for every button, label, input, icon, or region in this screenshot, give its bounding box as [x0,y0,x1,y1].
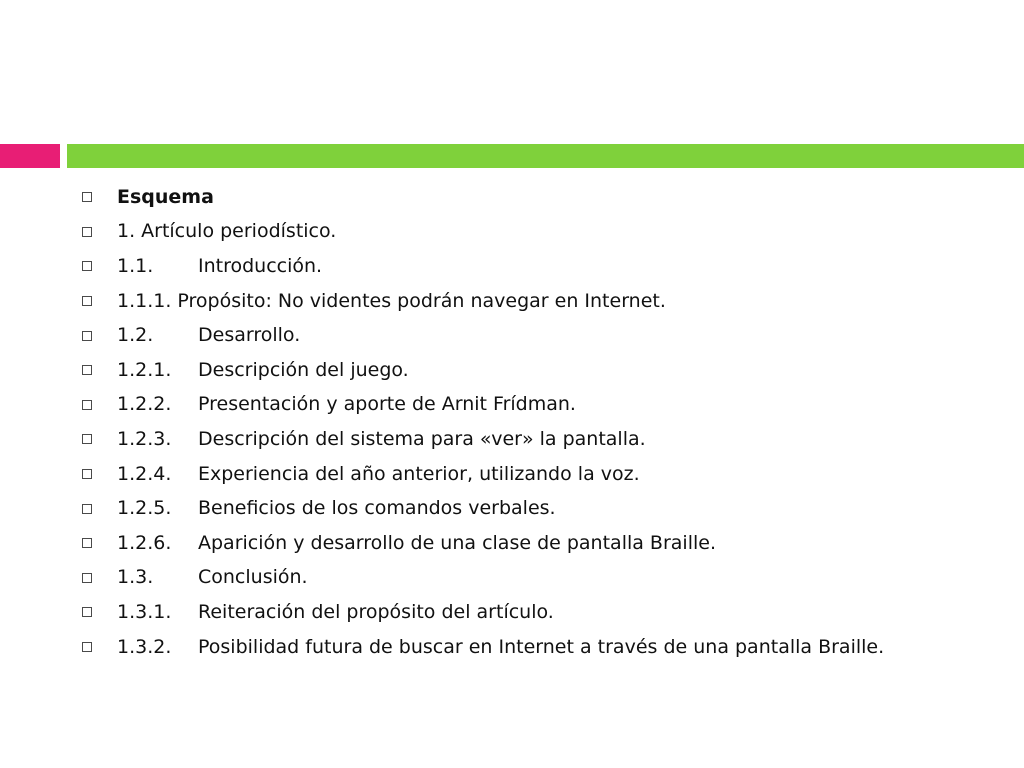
list-item-number: 1.1.1. [117,289,172,312]
outline-heading: Esquema [117,185,214,208]
square-bullet-icon [82,434,92,444]
list-item-text: Propósito: No videntes podrán navegar en Internet. [177,289,666,312]
square-bullet-icon [82,538,92,548]
list-item-text: Introducción. [198,254,323,277]
square-bullet-icon [82,469,92,479]
list-item-text: Artículo periodístico. [141,220,337,243]
list-item [78,215,1008,250]
list-item-number: 1. [117,220,136,243]
list-item [78,353,1008,388]
accent-bar-green [67,144,1024,168]
list-item [78,180,1008,215]
list-item [78,457,1008,492]
accent-bar-pink [0,144,60,168]
list-item [78,630,1008,665]
square-bullet-icon [82,607,92,617]
list-item-text: Aparición y desarrollo de una clase de pantalla Braille. [198,531,716,554]
square-bullet-icon [82,400,92,410]
list-item [78,595,1008,630]
list-item-text: Beneficios de los comandos verbales. [198,497,556,520]
list-item-number: 1.2.1. [117,358,172,381]
square-bullet-icon [82,296,92,306]
square-bullet-icon [82,227,92,237]
list-item [78,561,1008,596]
square-bullet-icon [82,331,92,341]
list-item [78,491,1008,526]
list-item [78,318,1008,353]
list-item [78,249,1008,284]
list-item [78,284,1008,319]
square-bullet-icon [82,192,92,202]
list-item [78,388,1008,423]
list-item-number: 1.2.3. [117,427,172,450]
list-item-number: 1.2. [117,324,154,347]
list-item [78,422,1008,457]
square-bullet-icon [82,261,92,271]
square-bullet-icon [82,642,92,652]
square-bullet-icon [82,573,92,583]
list-item-text: Conclusión. [198,566,308,589]
list-item-number: 1.3.2. [117,635,172,658]
list-item-text: Experiencia del año anterior, utilizando la voz. [198,462,640,485]
square-bullet-icon [82,504,92,514]
list-item-text: Presentación y aporte de Arnit Frídman. [198,393,576,416]
list-item-number: 1.1. [117,254,154,277]
square-bullet-icon [82,365,92,375]
list-item-number: 1.2.2. [117,393,172,416]
list-item-number: 1.2.4. [117,462,172,485]
list-item-text: Descripción del sistema para «ver» la pantalla. [198,427,646,450]
list-item-number: 1.2.5. [117,497,172,520]
list-item-text: Descripción del juego. [198,358,409,381]
list-item-text: Desarrollo. [198,324,301,347]
list-item [78,526,1008,561]
list-item-number: 1.3. [117,566,154,589]
list-item-number: 1.3.1. [117,600,172,623]
list-item-text: Reiteración del propósito del artículo. [198,600,554,623]
list-item-text: Posibilidad futura de buscar en Internet a través de una pantalla Braille. [198,635,885,658]
list-item-number: 1.2.6. [117,531,172,554]
outline-list [78,180,1008,664]
